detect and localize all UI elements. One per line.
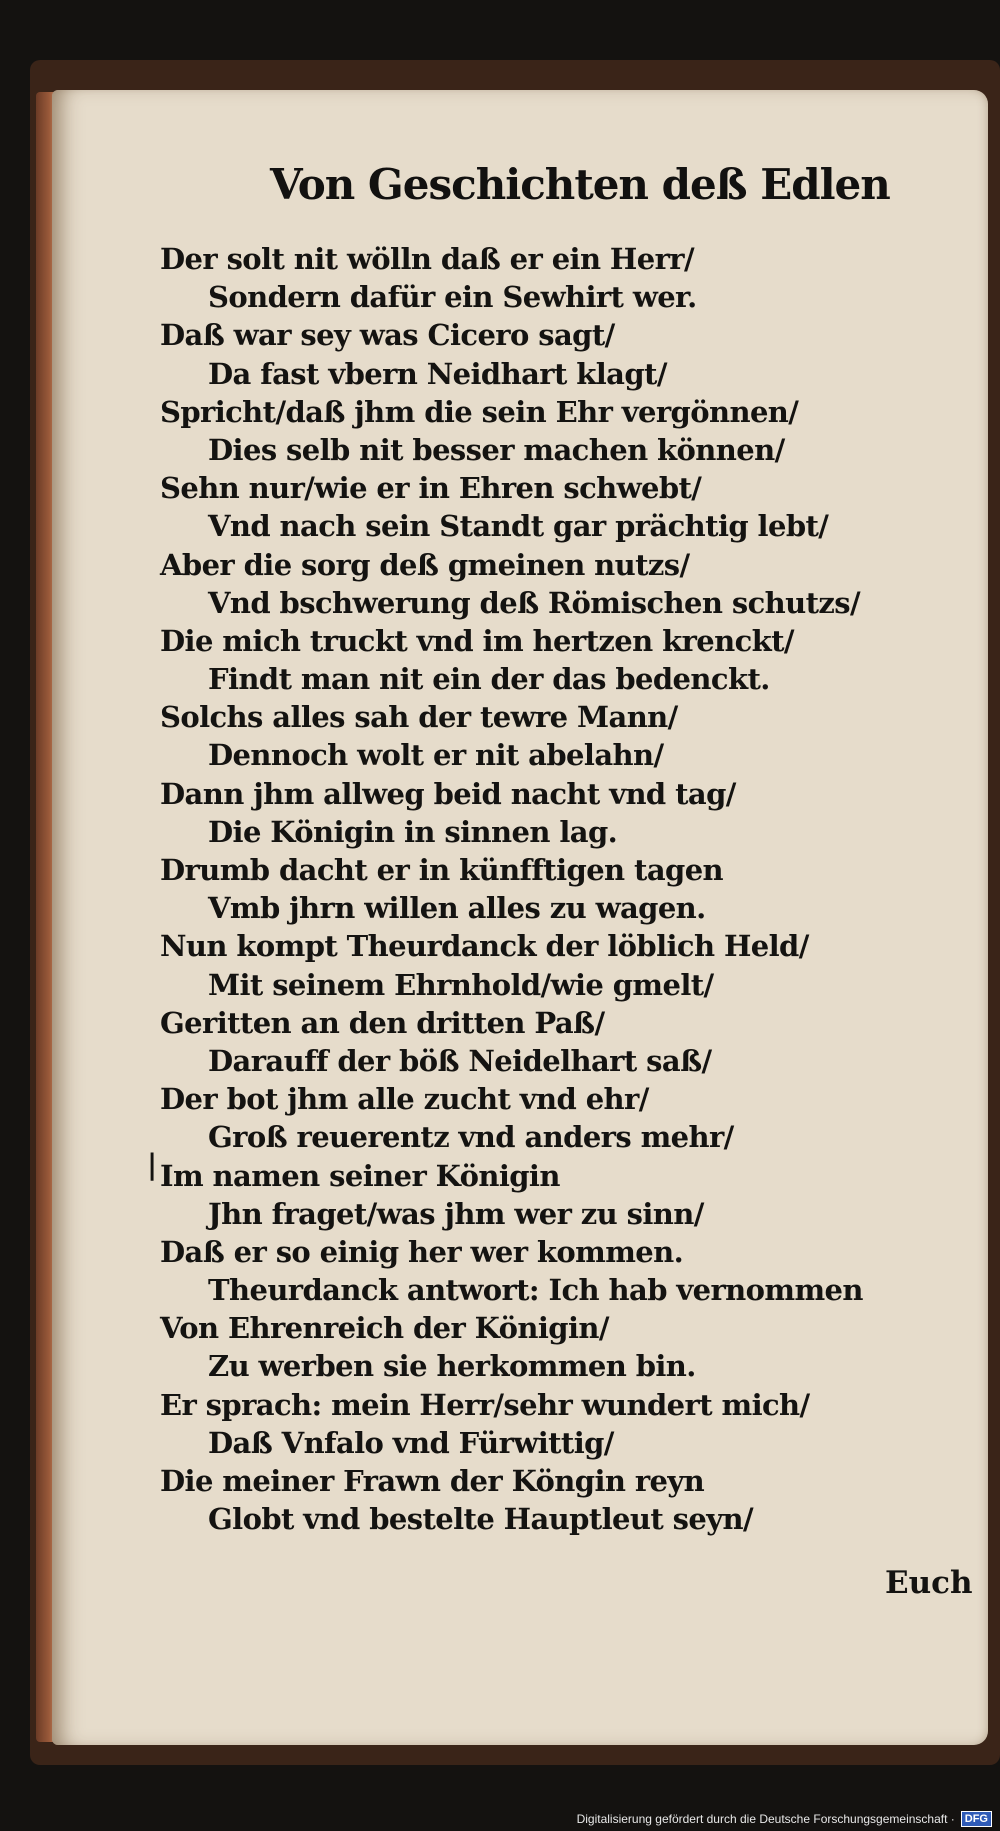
- verse-line: Sondern dafür ein Sewhirt wer.: [208, 280, 697, 315]
- verse-line: Die meiner Frawn der Köngin reyn: [160, 1464, 705, 1498]
- verse-line: Da fast vbern Neidhart klagt/: [208, 356, 667, 391]
- verse-line: Dies selb nit besser machen können/: [208, 432, 785, 467]
- verse-line: Daß er so einig her wer kommen.: [160, 1234, 684, 1269]
- verse-line: Dennoch wolt er nit abelahn/: [208, 738, 664, 773]
- verse-line: Mit seinem Ehrnhold/wie gmelt/: [208, 967, 714, 1002]
- verse-line: Die Königin in sinnen lag.: [208, 814, 618, 849]
- verse-line: Darauff der böß Neidelhart saß/: [208, 1043, 712, 1078]
- verse-line: Geritten an den dritten Paß/: [160, 1005, 605, 1040]
- verse-line: Nun kompt Theurdanck der löblich Held/: [160, 929, 809, 964]
- digitization-credit: [577, 1810, 992, 1828]
- verse-line: Im namen seiner Königin: [160, 1158, 560, 1193]
- credit-text: Digitalisierung gefördert durch die Deutsche Forschungsgemeinschaft ·: [576, 1812, 955, 1826]
- verse-line: Dann jhm allweg beid nacht vnd tag/: [160, 776, 736, 811]
- verse-line: Findt man nit ein der das bedenckt.: [208, 662, 770, 697]
- verse-line: Sehn nur/wie er in Ehren schwebt/: [160, 471, 702, 506]
- verse-lines: [160, 240, 863, 1538]
- dfg-logo: DFG: [961, 1811, 992, 1827]
- verse-line: Solchs alles sah der tewre Mann/: [160, 700, 678, 735]
- verse-line: Er sprach: mein Herr/sehr wundert mich/: [160, 1387, 810, 1422]
- page-heading: Von Geschichten deß Edlen: [270, 160, 890, 209]
- catchword: Euch: [885, 1565, 973, 1601]
- margin-mark: |: [147, 1148, 158, 1181]
- verse-line: Jhn fraget/was jhm wer zu sinn/: [208, 1196, 704, 1231]
- verse-line: Globt vnd bestelte Hauptleut seyn/: [208, 1502, 753, 1537]
- verse-line: Theurdanck antwort: Ich hab vernommen: [208, 1273, 863, 1308]
- verse-line: Groß reuerentz vnd anders mehr/: [208, 1120, 734, 1155]
- verse-line: Vmb jhrn willen alles zu wagen.: [208, 891, 706, 926]
- verse-line: Vnd nach sein Standt gar prächtig lebt/: [208, 509, 829, 544]
- verse-line: Zu werben sie herkommen bin.: [208, 1349, 696, 1384]
- verse-line: Vnd bschwerung deß Römischen schutzs/: [208, 585, 860, 620]
- verse-line: Aber die sorg deß gmeinen nutzs/: [160, 547, 690, 582]
- verse-line: Der bot jhm alle zucht vnd ehr/: [160, 1082, 649, 1117]
- verse-line: Von Ehrenreich der Königin/: [160, 1311, 609, 1346]
- verse-line: Drumb dacht er in künfftigen tagen: [160, 853, 724, 887]
- verse-line: Die mich truckt vnd im hertzen krenckt/: [160, 623, 794, 658]
- verse-line: Der solt nit wölln daß er ein Herr/: [160, 242, 694, 276]
- verse-line: Spricht/daß jhm die sein Ehr vergönnen/: [160, 394, 799, 429]
- verse-line: Daß war sey was Cicero sagt/: [160, 318, 615, 353]
- verse-line: Daß Vnfalo vnd Fürwittig/: [208, 1425, 614, 1460]
